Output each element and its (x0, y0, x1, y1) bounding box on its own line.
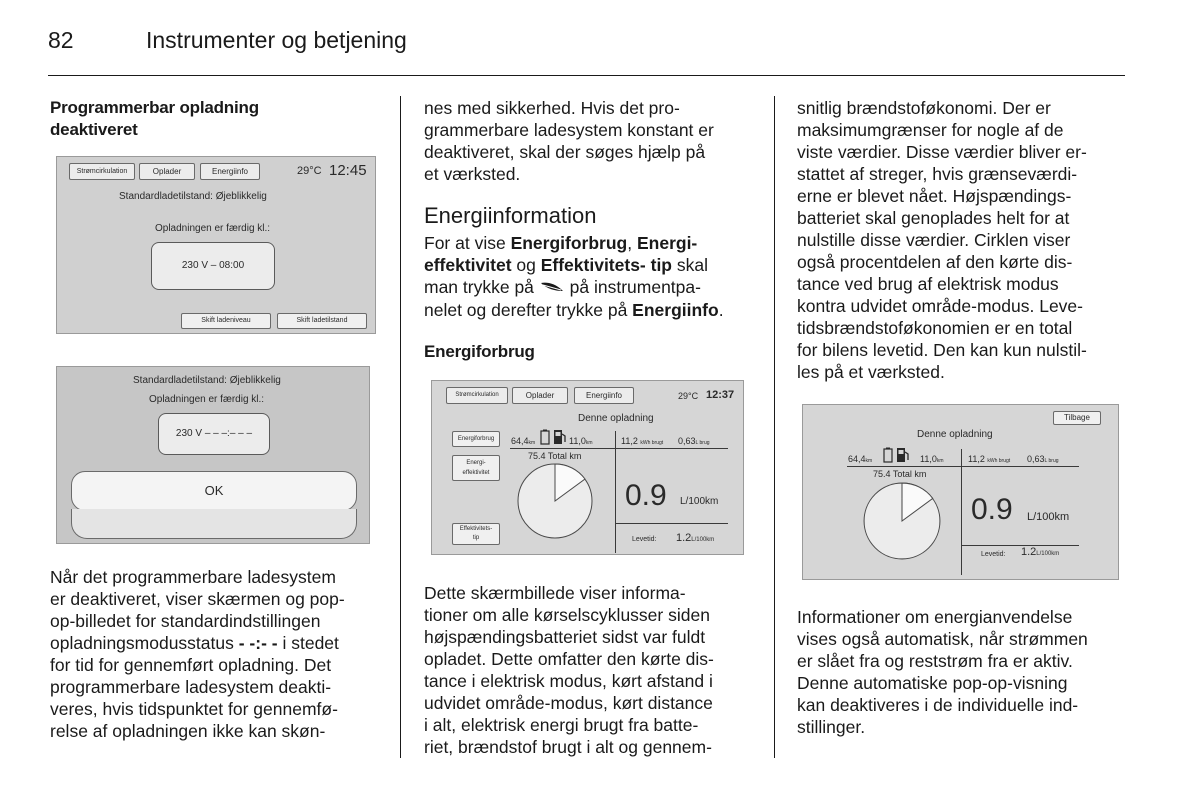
total-distance: 75.4 Total km (873, 469, 927, 479)
screen-title: Denne opladning (917, 429, 993, 440)
fuel-distance: 11,0km (920, 454, 944, 464)
paragraph: For at vise Energiforbrug, Energi- effektivitet og Effektivitets- tip skal man trykke på på instrumentpa- nelet og derefter trykke på Energiinfo. (424, 233, 724, 321)
fuel-distance: 11,0km (569, 436, 593, 446)
tab-charger: Oplader (512, 387, 568, 404)
charge-mode-status: Standardladetilstand: Øjeblikkelig (133, 375, 281, 386)
energy-consumption-button: Energiforbrug (452, 431, 500, 447)
screen-title: Denne opladning (578, 413, 654, 424)
charge-finish-time: 230 V – – –:– – – (158, 413, 270, 455)
efficiency-tip-button: Effektivitets- tip (452, 523, 500, 545)
clock: 12:45 (329, 162, 367, 179)
energy-efficiency-button: Energi- effektivitet (452, 455, 500, 481)
leaf-icon (539, 277, 565, 299)
energy-used: 11,2 kWh brugt (621, 436, 664, 446)
tab-energy-info: Energiinfo (574, 387, 634, 404)
page-number: 82 (48, 27, 74, 53)
clock: 12:37 (706, 389, 735, 401)
ev-share-pie (515, 461, 595, 546)
charge-finish-time: 230 V – 08:00 (151, 242, 275, 290)
paragraph: Informationer om energianvendelse vises også automatisk, når strømmen er slået fra og reststrøm fra er aktiv. Denne automatiske pop-op-visning kan deaktiveres i de individuelle ind- stillinger. (797, 607, 1088, 737)
paragraph: Når det programmerbare ladesystem er deaktiveret, viser skærmen og pop- op-billedet for standardindstillingen opladningsmodusstatus - -:- - i stedet for tid for gennemført opladning. Det programmerbare ladesystem deakti- veres, hvis tidspunktet for gennemfø- relse af opladningen ikke kan skøn- (50, 567, 345, 741)
avg-consumption-value: 0.9 (971, 493, 1013, 526)
popup-frame (71, 509, 357, 539)
battery-icon (883, 447, 893, 468)
battery-icon (540, 429, 550, 450)
lifetime-value: 1.2L/100km (676, 532, 715, 544)
lifetime-label: Levetid: (632, 536, 657, 543)
change-mode-button: Skift ladetilstand (277, 313, 367, 329)
paragraph: nes med sikkerhed. Hvis det pro- grammerbare ladesystem konstant er deaktiveret, skal der søges hjælp på et værksted. (424, 98, 714, 184)
ev-share-pie (861, 480, 943, 567)
section-heading: Programmerbar opladning deaktiveret (50, 98, 259, 139)
subheading: Energiforbrug (424, 342, 535, 361)
back-button: Tilbage (1053, 411, 1101, 425)
energy-popup-screen-image (802, 404, 1119, 580)
column-divider (774, 96, 775, 758)
ev-distance: 64,4km (848, 454, 873, 464)
charge-finished-label: Opladningen er færdig kl.: (155, 223, 271, 234)
lifetime-value: 1.2L/100km (1021, 546, 1060, 558)
popup-screen-image (56, 366, 370, 544)
tab-charger: Oplader (139, 163, 195, 180)
avg-consumption-unit: L/100km (1027, 511, 1070, 523)
header-rule (48, 75, 1125, 76)
fuel-pump-icon (553, 429, 567, 450)
fuel-used: 0,63L brug (678, 436, 710, 446)
total-distance: 75.4 Total km (528, 451, 582, 461)
section-heading: Energiinformation (424, 203, 597, 228)
charging-screen-image (56, 156, 376, 334)
paragraph: Dette skærmbillede viser informa- tioner om alle kørselscyklusser siden højspændingsbatteriet sidst var fuldt opladet. Dette omfatter den kørte dis- tance i elektrisk modus, kørt afstand i udvidet område-modus, kørt distance i alt, elektrisk energi brugt fra batte- riet, brændstof brugt i alt og gennem- (424, 583, 714, 757)
charge-mode-status: Standardladetilstand: Øjeblikkelig (119, 191, 267, 202)
ev-distance: 64,4km (511, 436, 536, 446)
fuel-pump-icon (896, 447, 910, 468)
column-divider (400, 96, 401, 758)
tab-power-flow: Strømcirkulation (69, 163, 135, 180)
energy-info-screen-image (431, 380, 744, 555)
avg-consumption-value: 0.9 (625, 479, 667, 512)
lifetime-label: Levetid: (981, 551, 1006, 558)
fuel-used: 0,63L brug (1027, 454, 1059, 464)
charge-finished-label: Opladningen er færdig kl.: (149, 394, 265, 405)
change-level-button: Skift ladeniveau (181, 313, 271, 329)
page-title: Instrumenter og betjening (146, 27, 407, 53)
energy-used: 11,2 kWh brugt (968, 454, 1011, 464)
paragraph: snitlig brændstoføkonomi. Der er maksimumgrænser for nogle af de viste værdier. Disse værdier bliver er- stattet af streger, hvis grænseværdi- erne er blevet nået. Højspændings- batteriet skal genoplades helt for at nulstille disse værdier. Cirklen viser også procentdelen af den kørte dis- tance ved brug af elektrisk modus kontra udvidet område-modus. Leve- tidsbrændstoføkonomien er en total for bilens levetid. Den kan kun nulstil- les på et værksted. (797, 98, 1087, 382)
tab-power-flow: Strømcirkulation (446, 387, 508, 404)
avg-consumption-unit: L/100km (680, 496, 719, 507)
tab-energy-info: Energiinfo (200, 163, 260, 180)
ok-button: OK (71, 471, 357, 511)
temperature: 29°C (678, 391, 699, 401)
temperature: 29°C (297, 165, 322, 177)
